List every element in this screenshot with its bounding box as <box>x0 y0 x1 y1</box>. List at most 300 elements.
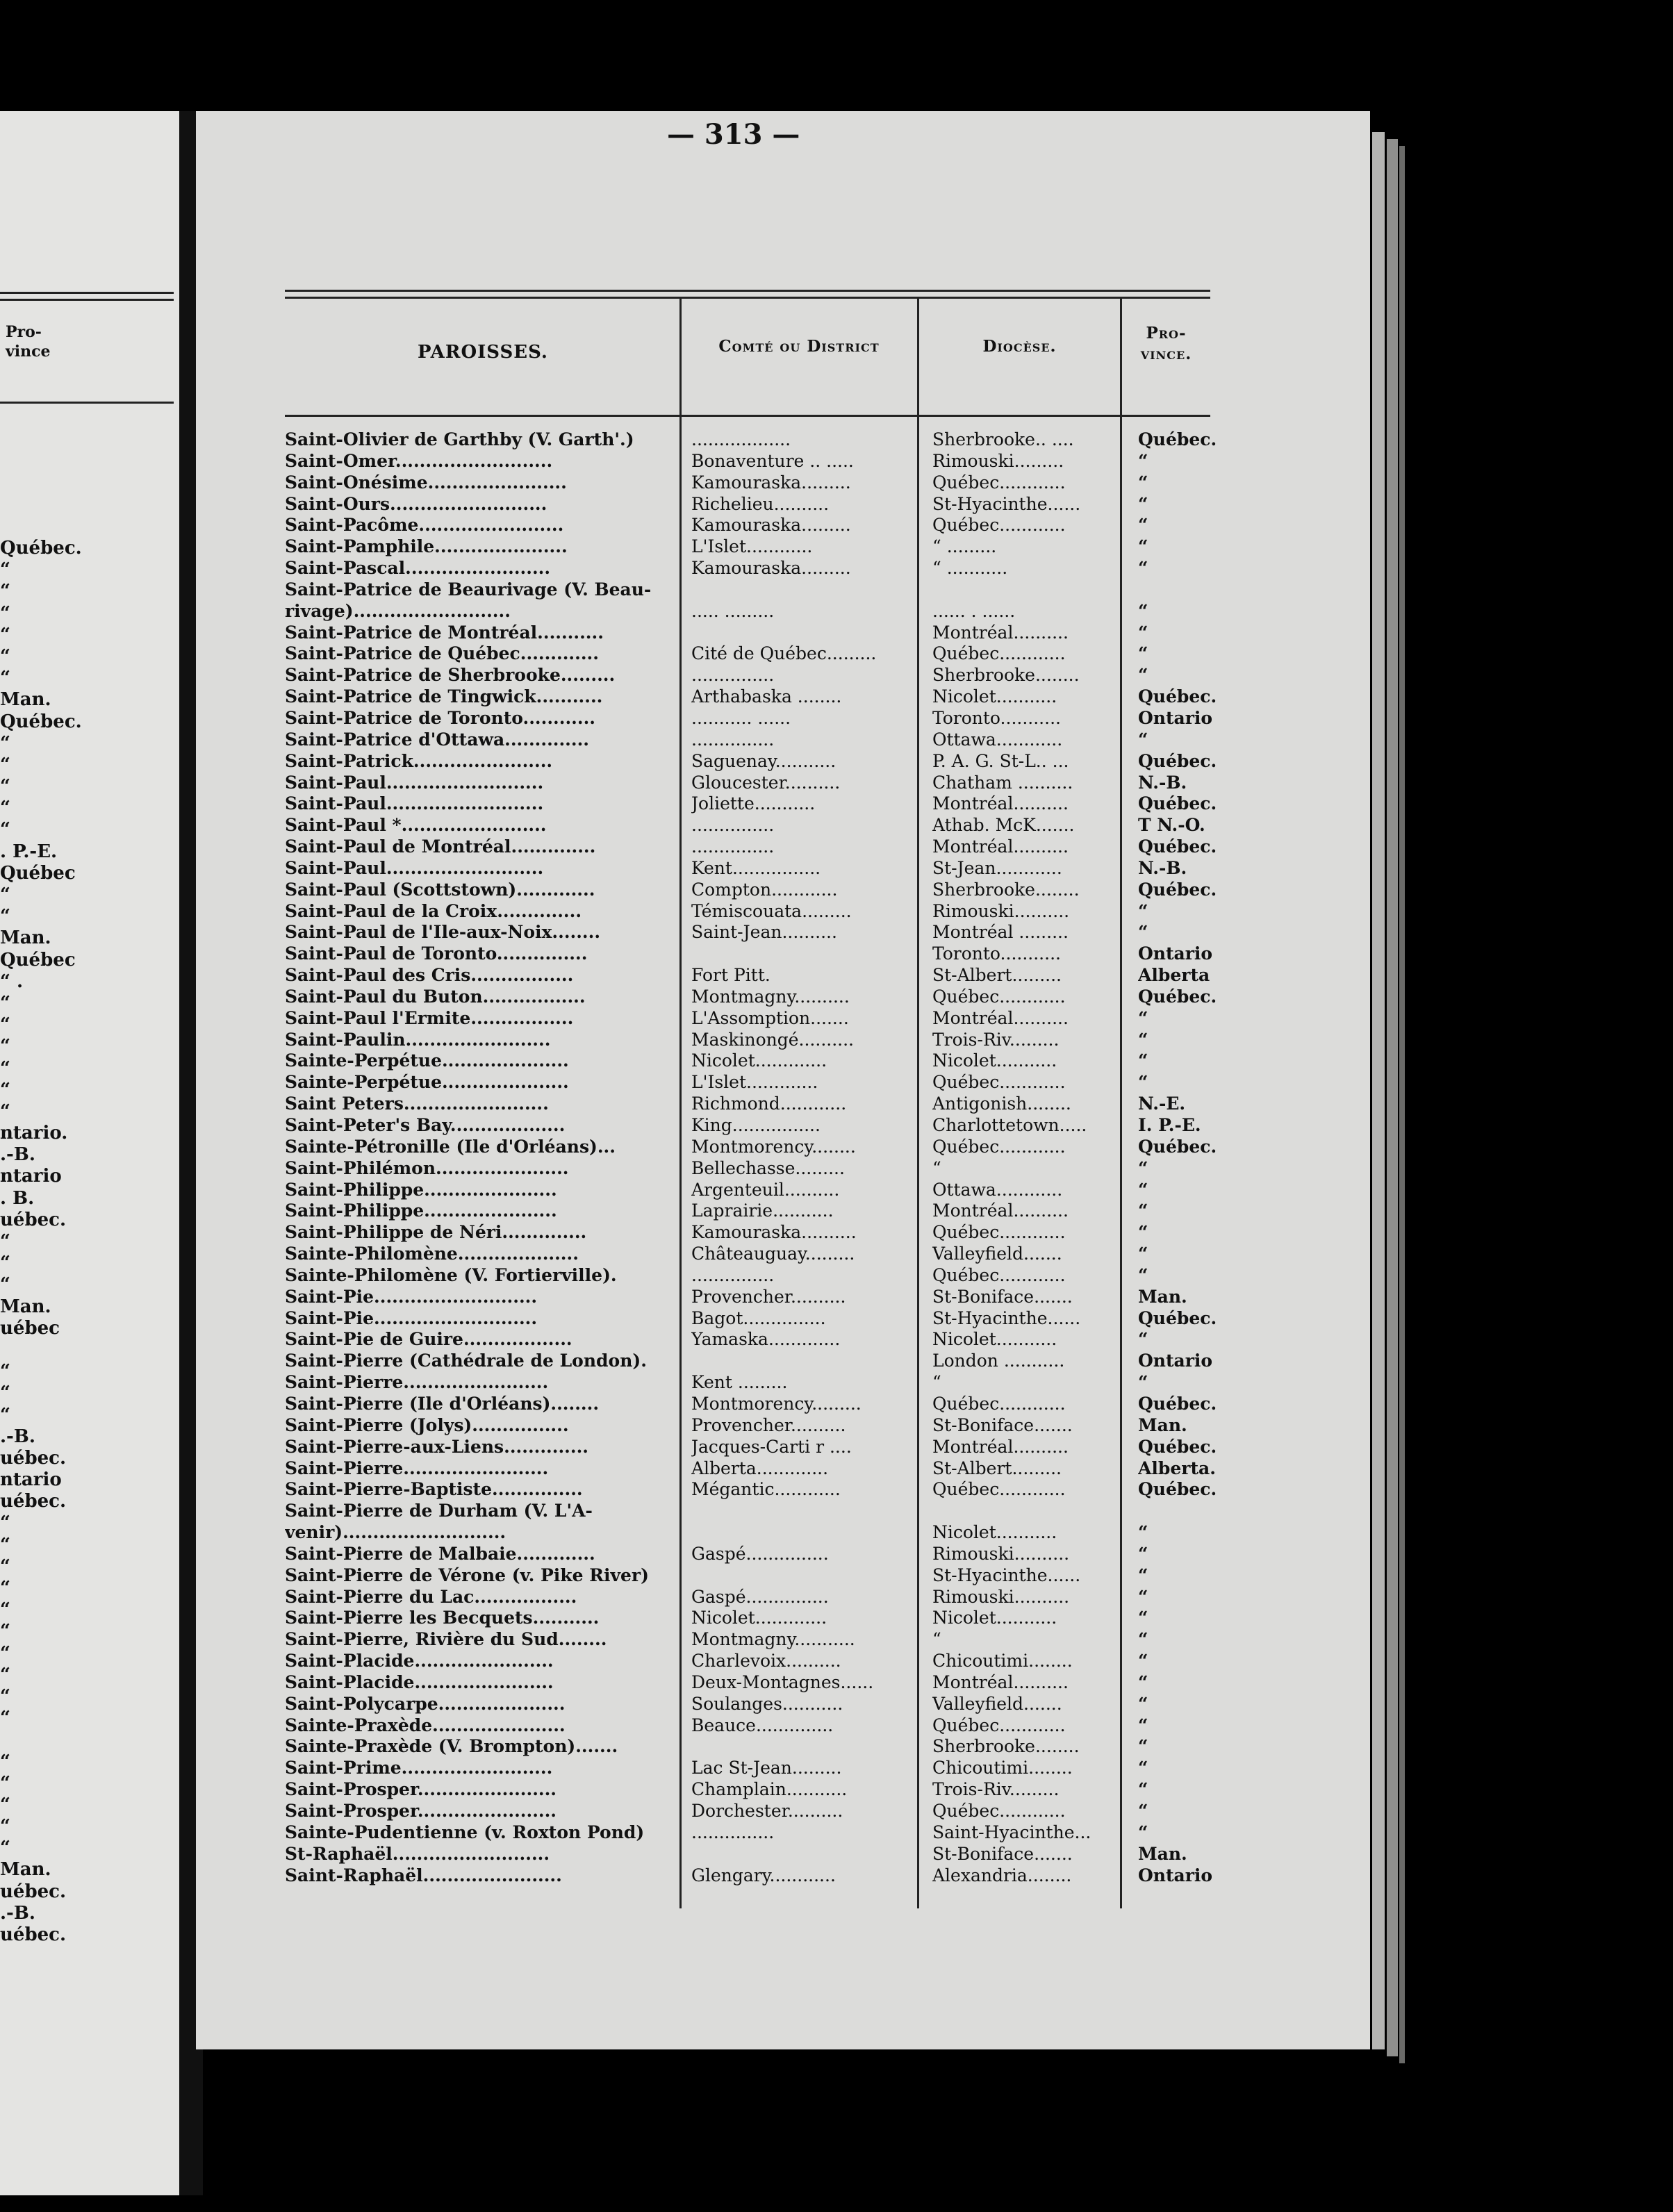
paroisse-cell: Saint-Prosper....................... <box>285 1801 557 1821</box>
table-row <box>285 815 1244 836</box>
province-cell: Québec. <box>1138 793 1217 814</box>
comte-cell: Kamouraska......... <box>691 515 851 536</box>
page-edge <box>1399 146 1405 2063</box>
left-province-fragment: “ <box>0 1231 10 1252</box>
table-row <box>285 1308 1244 1330</box>
table-row <box>285 665 1244 686</box>
paroisse-cell: Sainte-Perpétue..................... <box>285 1072 569 1093</box>
comte-cell: Deux-Montagnes...... <box>691 1672 874 1692</box>
table-row <box>285 1265 1244 1287</box>
left-province-fragment: Man. <box>0 689 51 711</box>
diocese-cell: Charlottetown..... <box>932 1115 1087 1135</box>
paroisse-cell: Saint-Pierre........................ <box>285 1372 549 1393</box>
paroisse-cell: Saint-Pacôme........................ <box>285 515 564 536</box>
table-row <box>285 1779 1244 1801</box>
paroisse-cell: Saint-Pierre de Durham (V. L'A- <box>285 1501 593 1521</box>
left-province-fragment: ntario. <box>0 1123 68 1144</box>
parish-table <box>285 429 1244 1886</box>
comte-cell: Kent................ <box>691 857 821 878</box>
table-row <box>285 793 1244 815</box>
comte-cell: Laprairie........... <box>691 1200 834 1221</box>
diocese-cell: Québec............ <box>932 643 1066 664</box>
table-row <box>285 1115 1244 1137</box>
comte-cell: Richmond............ <box>691 1093 847 1114</box>
diocese-cell: Québec............ <box>932 515 1066 536</box>
comte-cell: Cité de Québec......... <box>691 643 877 664</box>
paroisse-cell: Saint-Paul.......................... <box>285 793 544 814</box>
province-cell: T N.-O. <box>1138 815 1205 836</box>
left-province-fragment: uébec <box>0 1317 60 1339</box>
table-row <box>285 751 1244 773</box>
province-cell: “ <box>1138 1050 1148 1071</box>
table-row <box>285 1844 1244 1865</box>
diocese-cell: P. A. G. St-L.. ... <box>932 750 1069 771</box>
diocese-cell: “ ......... <box>932 536 997 557</box>
left-province-fragment: Québec <box>0 949 76 971</box>
province-cell: “ <box>1138 1029 1148 1050</box>
diocese-cell: Valleyfield....... <box>932 1693 1062 1714</box>
diocese-cell: St-Jean............ <box>932 857 1062 878</box>
diocese-cell: Québec............ <box>932 1715 1066 1735</box>
left-page-header: Pro- vince <box>6 323 51 361</box>
left-province-fragment: Québec <box>0 862 76 884</box>
table-row <box>285 1458 1244 1480</box>
table-row <box>285 1394 1244 1415</box>
left-province-fragment: “ <box>0 776 10 798</box>
left-province-fragment: Man. <box>0 927 51 949</box>
left-province-fragment: “ <box>0 1404 10 1426</box>
table-row <box>285 472 1244 494</box>
paroisse-cell: Saint-Pierre (Jolys)................ <box>285 1414 569 1435</box>
diocese-cell: Montréal.......... <box>932 836 1069 857</box>
comte-cell: Gaspé............... <box>691 1543 829 1564</box>
paroisse-cell: Sainte-Philomène (V. Fortierville). <box>285 1264 617 1285</box>
province-cell: “ <box>1138 900 1148 921</box>
diocese-cell: Nicolet........... <box>932 1329 1057 1350</box>
diocese-cell: Sherbrooke........ <box>932 879 1080 900</box>
diocese-cell: St-Hyacinthe...... <box>932 1565 1081 1585</box>
province-cell: N.-E. <box>1138 1093 1186 1114</box>
province-cell: “ <box>1138 1736 1148 1757</box>
comte-cell: L'Islet............. <box>691 1072 818 1093</box>
paroisse-cell: Saint-Ours.......................... <box>285 493 547 514</box>
province-cell: Québec. <box>1138 879 1217 900</box>
diocese-cell: Toronto........... <box>932 943 1061 964</box>
paroisse-cell: Saint-Pierre, Rivière du Sud........ <box>285 1629 607 1650</box>
paroisse-cell: Saint-Patrice de Toronto............ <box>285 707 595 728</box>
left-province-fragment: “ <box>0 1382 10 1404</box>
comte-cell: Montmorency......... <box>691 1393 862 1414</box>
table-row <box>285 1736 1244 1758</box>
diocese-cell: Nicolet........... <box>932 1608 1057 1628</box>
province-cell: Québec. <box>1138 986 1217 1007</box>
diocese-cell: St-Albert......... <box>932 1458 1062 1478</box>
province-cell: “ <box>1138 1179 1148 1200</box>
table-row <box>285 708 1244 729</box>
left-province-fragment: “ <box>0 1555 10 1577</box>
paroisse-cell: Sainte-Philomène.................... <box>285 1244 579 1264</box>
paroisse-cell: Saint-Paul *........................ <box>285 815 547 836</box>
province-cell: “ <box>1138 1651 1148 1672</box>
table-row <box>285 1629 1244 1651</box>
province-cell: “ <box>1138 1693 1148 1714</box>
province-cell: Ontario <box>1138 1351 1213 1371</box>
province-cell: “ <box>1138 472 1148 493</box>
left-province-fragment: “ <box>0 1014 10 1036</box>
comte-cell: Charlevoix.......... <box>691 1651 841 1672</box>
comte-cell: Châteauguay......... <box>691 1244 855 1264</box>
left-province-fragment: “ <box>0 645 10 667</box>
left-province-fragment: uébec. <box>0 1924 67 1945</box>
table-row <box>285 922 1244 943</box>
paroisse-cell: Sainte-Pétronille (Ile d'Orléans)... <box>285 1136 616 1157</box>
diocese-cell: Montréal.......... <box>932 1007 1069 1028</box>
left-province-fragment: “ <box>0 1708 10 1729</box>
diocese-cell: St-Albert......... <box>932 965 1062 986</box>
table-row <box>285 1758 1244 1779</box>
table-row <box>285 1651 1244 1672</box>
diocese-cell: St-Boniface....... <box>932 1286 1073 1307</box>
diocese-cell: Rimouski.......... <box>932 900 1070 921</box>
diocese-cell: Montréal.......... <box>932 1436 1069 1457</box>
comte-cell: Lac St-Jean......... <box>691 1758 842 1778</box>
paroisse-cell: Saint-Paulin........................ <box>285 1029 551 1050</box>
comte-cell: Gaspé............... <box>691 1586 829 1607</box>
table-row <box>285 1672 1244 1694</box>
paroisse-cell: Saint-Patrice de Sherbrooke......... <box>285 665 616 686</box>
province-cell: “ <box>1138 515 1148 536</box>
left-province-fragment: .-B. <box>0 1144 35 1166</box>
comte-cell: Kent ......... <box>691 1372 788 1393</box>
province-cell: Québec. <box>1138 1479 1217 1500</box>
table-row <box>285 1694 1244 1715</box>
diocese-cell: Alexandria........ <box>932 1865 1072 1885</box>
table-row <box>285 1372 1244 1394</box>
paroisse-cell: Saint-Pascal........................ <box>285 558 551 579</box>
left-province-fragment <box>0 1339 174 1361</box>
comte-cell: Fort Pitt. <box>691 965 770 986</box>
diocese-cell: “ <box>932 1157 941 1178</box>
table-row <box>285 1801 1244 1822</box>
comte-cell: Montmorency........ <box>691 1136 856 1157</box>
diocese-cell: Montréal.......... <box>932 1200 1069 1221</box>
left-province-fragment <box>0 1729 174 1751</box>
province-cell: “ <box>1138 493 1148 514</box>
province-cell: Québec. <box>1138 750 1217 771</box>
comte-cell: Argenteuil.......... <box>691 1179 840 1200</box>
province-cell: Québec. <box>1138 1136 1217 1157</box>
diocese-cell: Valleyfield....... <box>932 1244 1062 1264</box>
comte-cell: ..... ......... <box>691 600 775 621</box>
paroisse-cell: Saint-Patrice de Montréal........... <box>285 622 604 643</box>
paroisse-cell: Saint-Prosper....................... <box>285 1779 557 1800</box>
paroisse-cell: St-Raphaël.......................... <box>285 1843 550 1864</box>
comte-cell: ............... <box>691 665 775 686</box>
left-province-fragment: uébec. <box>0 1447 67 1469</box>
comte-cell: Saguenay........... <box>691 750 836 771</box>
table-row <box>285 1415 1244 1437</box>
paroisse-cell: Saint-Patrick....................... <box>285 750 553 771</box>
province-cell: Man. <box>1138 1286 1187 1307</box>
paroisse-cell: Saint-Pierre-Baptiste............... <box>285 1479 583 1500</box>
province-cell: “ <box>1138 558 1148 579</box>
paroisse-cell: Saint-Pierre (Cathédrale de London). <box>285 1351 647 1371</box>
header-province: Pro- vince. <box>1140 324 1192 363</box>
left-province-fragment: uébec. <box>0 1881 67 1902</box>
comte-cell: Richelieu.......... <box>691 493 830 514</box>
table-row <box>285 858 1244 880</box>
left-province-fragment: “ <box>0 1772 10 1794</box>
paroisse-cell: Saint-Polycarpe..................... <box>285 1693 566 1714</box>
province-cell: “ <box>1138 1329 1148 1350</box>
left-province-fragment: “ <box>0 1253 10 1274</box>
table-row <box>285 729 1244 751</box>
paroisse-cell: Saint-Philippe de Néri.............. <box>285 1222 587 1243</box>
table-row <box>285 1180 1244 1201</box>
province-cell: Ontario <box>1138 943 1213 964</box>
diocese-cell: Sherbrooke.. .... <box>932 429 1074 449</box>
page-number: — 313 — <box>667 118 800 151</box>
diocese-cell: Sherbrooke........ <box>932 1736 1080 1757</box>
paroisse-cell: Saint-Pierre du Lac................. <box>285 1586 577 1607</box>
table-row <box>285 880 1244 901</box>
table-row <box>285 579 1244 601</box>
table-row <box>285 558 1244 579</box>
province-cell: I. P.-E. <box>1138 1115 1201 1135</box>
table-row <box>285 515 1244 536</box>
comte-cell: Gloucester.......... <box>691 772 841 793</box>
comte-cell: Bonaventure .. ..... <box>691 450 854 471</box>
diocese-cell: ...... . ...... <box>932 600 1016 621</box>
left-province-fragment: .-B. <box>0 1902 35 1924</box>
left-province-fragment: “ <box>0 1361 10 1382</box>
province-cell: “ <box>1138 1822 1148 1842</box>
diocese-cell: Montréal.......... <box>932 622 1069 643</box>
left-page-province-list <box>0 538 174 1946</box>
diocese-cell: Québec............ <box>932 1479 1066 1500</box>
paroisse-cell: Saint-Patrice de Tingwick........... <box>285 686 603 707</box>
left-province-fragment: “ <box>0 1794 10 1815</box>
diocese-cell: Athab. McK....... <box>932 815 1075 836</box>
comte-cell: Bagot............... <box>691 1307 826 1328</box>
paroisse-cell: Saint-Paul (Scottstown)............. <box>285 879 595 900</box>
left-province-fragment: Québec. <box>0 711 82 732</box>
paroisse-cell: Saint-Philémon...................... <box>285 1157 569 1178</box>
table-row <box>285 1865 1244 1887</box>
diocese-cell: Sherbrooke........ <box>932 665 1080 686</box>
left-province-fragment: “ <box>0 1079 10 1100</box>
comte-cell: Yamaska............. <box>691 1329 841 1350</box>
province-cell: “ <box>1138 729 1148 750</box>
comte-cell: Alberta............. <box>691 1458 829 1478</box>
comte-cell: Bellechasse......... <box>691 1157 845 1178</box>
province-cell: “ <box>1138 1608 1148 1628</box>
table-row <box>285 1587 1244 1608</box>
province-cell: “ <box>1138 1372 1148 1393</box>
province-cell: “ <box>1138 1200 1148 1221</box>
paroisse-cell: Saint-Pierre de Vérone (v. Pike River) <box>285 1565 649 1585</box>
diocese-cell: Rimouski......... <box>932 450 1064 471</box>
diocese-cell: Québec............ <box>932 986 1066 1007</box>
province-cell: “ <box>1138 1222 1148 1243</box>
comte-cell: .................. <box>691 429 791 449</box>
paroisse-cell: rivage).......................... <box>285 600 511 621</box>
left-province-fragment: “ <box>0 906 10 927</box>
comte-cell: L'Islet............ <box>691 536 813 557</box>
province-cell: “ <box>1138 1801 1148 1821</box>
table-row <box>285 1050 1244 1072</box>
diocese-cell: St-Hyacinthe...... <box>932 493 1081 514</box>
province-cell: Alberta <box>1138 965 1210 986</box>
table-row <box>285 536 1244 558</box>
table-row <box>285 1479 1244 1501</box>
province-cell: Man. <box>1138 1843 1187 1864</box>
paroisse-cell: Sainte-Perpétue..................... <box>285 1050 569 1071</box>
comte-cell: King................ <box>691 1115 821 1135</box>
left-province-fragment: “ <box>0 1685 10 1707</box>
comte-cell: Témiscouata......... <box>691 900 852 921</box>
table-row <box>285 1200 1244 1222</box>
province-cell: Ontario <box>1138 707 1213 728</box>
diocese-cell: Trois-Riv......... <box>932 1779 1060 1800</box>
province-cell: “ <box>1138 600 1148 621</box>
table-row <box>285 1501 1244 1522</box>
comte-cell: Mégantic............ <box>691 1479 841 1500</box>
province-cell: “ <box>1138 922 1148 943</box>
diocese-cell: Saint-Hyacinthe... <box>932 1822 1091 1842</box>
diocese-cell: Rimouski.......... <box>932 1586 1070 1607</box>
diocese-cell: Antigonish........ <box>932 1093 1071 1114</box>
left-province-fragment: “ <box>0 1664 10 1685</box>
left-province-fragment: Man. <box>0 1859 51 1881</box>
province-cell: “ <box>1138 1264 1148 1285</box>
table-row <box>285 1329 1244 1351</box>
comte-cell: Kamouraska......... <box>691 472 851 493</box>
left-province-fragment: “ <box>0 1816 10 1838</box>
left-province-fragment: “ <box>0 581 10 602</box>
province-cell: “ <box>1138 643 1148 664</box>
province-cell: Québec. <box>1138 1436 1217 1457</box>
left-province-fragment: “ <box>0 819 10 841</box>
left-page-rule-header <box>0 402 174 404</box>
province-cell: Québec. <box>1138 836 1217 857</box>
province-cell: “ <box>1138 1007 1148 1028</box>
diocese-cell: Rimouski.......... <box>932 1543 1070 1564</box>
left-province-fragment: “ <box>0 668 10 689</box>
paroisse-cell: Saint-Pierre-aux-Liens.............. <box>285 1436 588 1457</box>
province-cell: “ <box>1138 1244 1148 1264</box>
diocese-cell: Québec............ <box>932 1136 1066 1157</box>
paroisse-cell: Sainte-Praxède (V. Brompton)....... <box>285 1736 618 1757</box>
province-cell: Québec. <box>1138 429 1217 449</box>
comte-cell: ........... ...... <box>691 707 791 728</box>
left-province-fragment: uébec. <box>0 1209 67 1230</box>
paroisse-cell: Saint-Paul.......................... <box>285 772 544 793</box>
paroisse-cell: Saint-Pierre les Becquets........... <box>285 1608 600 1628</box>
comte-cell: ............... <box>691 729 775 750</box>
comte-cell: Maskinongé.......... <box>691 1029 854 1050</box>
left-province-fragment: “ <box>0 1838 10 1859</box>
table-row <box>285 1608 1244 1629</box>
paroisse-cell: Saint-Placide....................... <box>285 1651 554 1672</box>
diocese-cell: Ottawa............ <box>932 729 1063 750</box>
diocese-cell: Chicoutimi........ <box>932 1651 1073 1672</box>
paroisse-cell: Saint-Pierre de Malbaie............. <box>285 1543 595 1564</box>
table-row <box>285 901 1244 923</box>
province-cell: “ <box>1138 536 1148 557</box>
paroisse-cell: Saint-Paul de l'Ile-aux-Noix........ <box>285 922 601 943</box>
diocese-cell: “ <box>932 1629 941 1650</box>
paroisse-cell: Saint-Paul de la Croix.............. <box>285 900 582 921</box>
paroisse-cell: Saint-Olivier de Garthby (V. Garth'.) <box>285 429 634 449</box>
paroisse-cell: Saint-Pie de Guire.................. <box>285 1329 572 1350</box>
paroisse-cell: Sainte-Pudentienne (v. Roxton Pond) <box>285 1822 645 1842</box>
paroisse-cell: Saint Peters........................ <box>285 1093 549 1114</box>
paroisse-cell: venir)........................... <box>285 1522 506 1543</box>
header-diocese: Diocèse. <box>982 337 1057 356</box>
comte-cell: Arthabaska ........ <box>691 686 842 707</box>
table-row <box>285 1715 1244 1737</box>
paroisse-cell: Saint-Patrice de Québec............. <box>285 643 599 664</box>
comte-cell: Saint-Jean.......... <box>691 922 837 943</box>
page-edge <box>1387 139 1398 2056</box>
header-paroisses: PAROISSES. <box>418 342 548 363</box>
comte-cell: Compton............ <box>691 879 838 900</box>
paroisse-cell: Saint-Omer.......................... <box>285 450 553 471</box>
left-province-fragment: ntario <box>0 1166 62 1187</box>
comte-cell: Montmagny........... <box>691 1629 855 1650</box>
diocese-cell: Québec............ <box>932 472 1066 493</box>
paroisse-cell: Saint-Paul l'Ermite................. <box>285 1007 574 1028</box>
paroisse-cell: Saint-Pierre (Ile d'Orléans)........ <box>285 1393 600 1414</box>
paroisse-cell: Saint-Paul du Buton................. <box>285 986 586 1007</box>
paroisse-cell: Saint-Pamphile...................... <box>285 536 568 557</box>
comte-cell: Glengary............ <box>691 1865 836 1885</box>
paroisse-cell: Saint-Patrice d'Ottawa.............. <box>285 729 590 750</box>
left-page-rule-top <box>0 292 174 294</box>
header-rule-top <box>285 290 1210 292</box>
left-page-fragment <box>0 111 179 2195</box>
paroisse-cell: Saint-Raphaël....................... <box>285 1865 562 1885</box>
province-cell: “ <box>1138 1522 1148 1543</box>
diocese-cell: St-Hyacinthe...... <box>932 1307 1081 1328</box>
comte-cell: Soulanges........... <box>691 1693 843 1714</box>
comte-cell: Kamouraska.......... <box>691 1222 857 1243</box>
paroisse-cell: Saint-Onésime....................... <box>285 472 567 493</box>
left-province-fragment: “ <box>0 1751 10 1772</box>
table-row <box>285 1008 1244 1030</box>
table-row <box>285 1222 1244 1244</box>
table-row <box>285 1093 1244 1115</box>
left-province-fragment: “ <box>0 1036 10 1057</box>
left-province-fragment: “ <box>0 624 10 645</box>
table-row <box>285 686 1244 708</box>
left-province-fragment: . B. <box>0 1187 35 1209</box>
diocese-cell: Nicolet........... <box>932 1522 1057 1543</box>
table-row <box>285 601 1244 622</box>
comte-cell: Montmagny.......... <box>691 986 850 1007</box>
table-row <box>285 987 1244 1008</box>
diocese-cell: Ottawa............ <box>932 1179 1063 1200</box>
diocese-cell: Montréal ......... <box>932 922 1069 943</box>
diocese-cell: Nicolet........... <box>932 686 1057 707</box>
table-row <box>285 494 1244 515</box>
paroisse-cell: Saint-Patrice de Beaurivage (V. Beau- <box>285 579 652 600</box>
paroisse-cell: Saint-Peter's Bay................... <box>285 1115 566 1135</box>
diocese-cell: Québec............ <box>932 1801 1066 1821</box>
diocese-cell: St-Boniface....... <box>932 1414 1073 1435</box>
province-cell: “ <box>1138 1672 1148 1692</box>
